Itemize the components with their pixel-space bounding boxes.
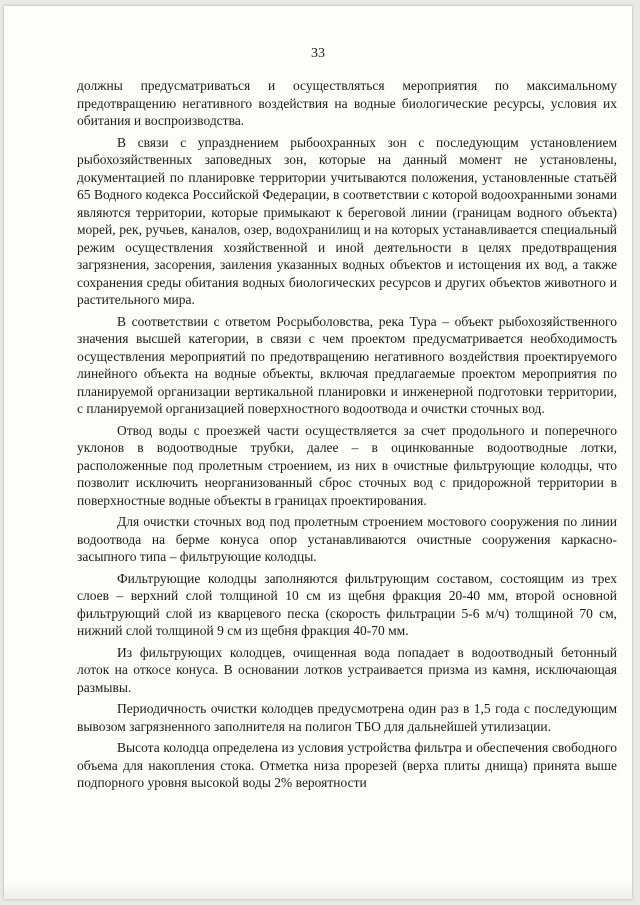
page-number: 33	[311, 46, 325, 61]
document-body	[77, 77, 617, 796]
paragraph: Для очистки сточных вод под пролетным строением мостового сооружения по линии водоотвода на берме конуса опор устанавливаются очистные сооружения каркасно-засыпного типа – фильтрующие колодцы.	[77, 514, 617, 564]
paragraph: Из фильтрующих колодцев, очищенная вода попадает в водоотводный бетонный лоток на откосе конуса. В основании лотков устраивается призма из камня, исключающая размывы.	[77, 644, 617, 695]
paragraph: Фильтрующие колодцы заполняются фильтрующим составом, состоящим из трех слоев – верхний слой толщиной 10 см из щебня фракция 20-40 мм, второй основной фильтрующий слой из кварцевого песка (скорость фильтрации 5-6 м/ч) толщиной 70 см, нижний слой толщиной 9 см из щебня фракция 40-70 мм.	[77, 570, 617, 638]
paragraph: должны предусматриваться и осуществляться мероприятия по максимальному предотвращению негативного воздействия на водные биологические ресурсы, условия их обитания и воспроизводства.	[77, 78, 617, 128]
page-edge-shadow	[4, 881, 632, 899]
paragraph: Отвод воды с проезжей части осуществляется за счет продольного и поперечного уклонов в водоотводные трубки, далее – в оцинкованные водоотводные лотки, расположенные под пролетным строением, из них в очистные фильтрующие колодцы, что позволит исключить неорганизованный сброс сточных вод с придорожной территории в поверхностные водные объекты в границах проектирования.	[77, 422, 617, 508]
paragraph: В связи с упразднением рыбоохранных зон с последующим установлением рыбохозяйственных заповедных зон, которые на данный момент не установлены, документацией по планировке территории учитываются положения, установленные статьёй 65 Водного кодекса Российской Федерации, в соответствии с которой водоохранными зонами являются территории, которые примыкают к береговой линии (границам водного объекта) морей, рек, ручьев, каналов, озер, водохранилищ и на которых устанавливается специальный режим осуществления хозяйственной и иной деятельности в целях предотвращения загрязнения, засорения, заиления указанных водных объектов и истощения их вод, а также сохранения среды обитания водных биологических ресурсов и других объектов животного и растительного мира.	[77, 134, 617, 307]
paragraph: В соответствии с ответом Росрыболовства, река Тура – объект рыбохозяйственного значения высшей категории, в связи с чем проектом предусматривается необходимость осуществления мероприятий по предотвращению негативного воздействия проектируемого линейного объекта на водные объекты, включая предлагаемые проектом мероприятия по планируемой организации вертикальной планировки и инженерной подготовки территории, с планируемой организацией поверхностного водоотвода и очистки сточных вод.	[77, 313, 617, 416]
paragraph: Высота колодца определена из условия устройства фильтра и обеспечения свободного объема для накопления стока. Отметка низа прорезей (верха плиты днища) принята выше подпорного уровня высокой воды 2% вероятности	[77, 740, 617, 790]
paragraph: Периодичность очистки колодцев предусмотрена один раз в 1,5 года с последующим вывозом загрязненного заполнителя на полигон ТБО для дальнейшей утилизации.	[77, 701, 617, 734]
document-page	[4, 6, 632, 899]
